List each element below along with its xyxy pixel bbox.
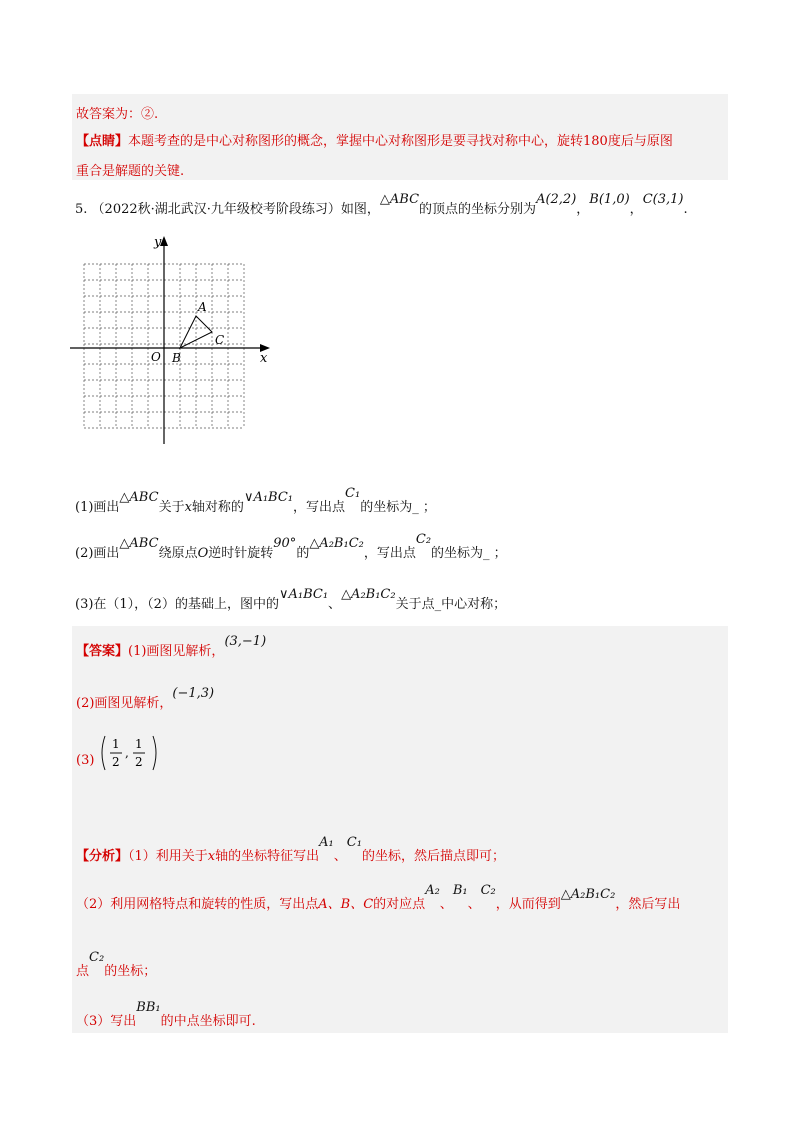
analysis4-segment: BB₁ [136, 1000, 161, 1015]
part1-x: x [184, 500, 192, 515]
analysis-line-2 [76, 883, 681, 912]
vertex-label-a: A [198, 300, 207, 314]
question-number: 5. [75, 202, 88, 217]
analysis1-c: 的坐标，然后描点即可； [361, 849, 505, 864]
fraction-2-denominator: 2 [134, 755, 143, 769]
vertex-label-c: C [215, 333, 225, 347]
part3-text-c: 关于点_中心对称； [395, 597, 507, 612]
answer-1-value: (3,−1) [224, 634, 267, 649]
part2-text-b: 绕原点 [158, 546, 198, 561]
axis-label-y: y [154, 235, 162, 250]
analysis2-point3: C₂ [480, 883, 496, 898]
analysis1-x: x [207, 849, 216, 864]
answer-1-text: (1)画图见解析， [128, 644, 225, 659]
part2-text-e: ，写出点 [363, 546, 416, 561]
part2-origin: O [197, 546, 209, 561]
part2-point: C₂ [415, 532, 432, 547]
question-mid-text: 的顶点的坐标分别为 [419, 202, 537, 217]
analysis2-sep2: 、 [467, 897, 481, 912]
fraction-1-numerator: 1 [111, 737, 120, 751]
analysis1-point1: A₁ [319, 835, 334, 850]
analysis1-b: 轴的坐标特征写出 [215, 849, 320, 864]
part3-triangle2: △A₂B₁C₂ [341, 587, 396, 602]
analysis2-point1: A₂ [425, 883, 440, 898]
analysis-tag: 【分析】 [76, 849, 129, 864]
separator: ， [576, 202, 590, 217]
point-b-coord: B(1,0) [589, 192, 630, 207]
separator: ， [629, 202, 643, 217]
analysis2-b: 的对应点 [373, 897, 426, 912]
part2-triangle: △ABC [119, 536, 159, 551]
part3-sep: 、 [328, 597, 342, 612]
point-c-coord: C(3,1) [642, 192, 684, 207]
part3-text-a: (3)在（1），（2）的基础上，图中的 [75, 597, 279, 612]
part1-triangle2: ∨A₁BC₁ [243, 490, 294, 505]
origin-label: O [151, 350, 161, 364]
coordinate-figure [70, 232, 280, 447]
analysis3-point: C₂ [89, 950, 105, 965]
analysis4-a: （3）写出 [76, 1014, 137, 1029]
part2-degree: 90° [273, 536, 297, 551]
fraction-1-denominator: 2 [111, 755, 120, 769]
part3-triangle1: ∨A₁BC₁ [278, 587, 329, 602]
answer-line-2 [76, 686, 215, 711]
analysis2-triangle: △A₂B₁C₂ [560, 887, 616, 902]
analysis2-points: A、B、C [318, 897, 374, 912]
analysis4-b: 的中点坐标即可. [160, 1014, 256, 1029]
question-line [75, 192, 688, 217]
analysis2-a: （2）利用网格特点和旋转的性质，写出点 [76, 897, 319, 912]
analysis2-d: ，然后写出 [615, 897, 681, 912]
part2-triangle2: △A₂B₁C₂ [309, 536, 364, 551]
answer-tag: 【答案】 [76, 644, 129, 659]
analysis-line-1 [76, 835, 505, 864]
point-a-coord: A(2,2) [536, 192, 577, 207]
fraction-2-numerator: 1 [134, 737, 143, 751]
analysis1-sep: 、 [333, 849, 347, 864]
answer-2-text: (2)画图见解析， [76, 696, 173, 711]
part1-text-a: (1)画出 [75, 500, 120, 515]
question-end: . [683, 202, 688, 217]
comment-line-2: 重合是解题的关键. [76, 164, 185, 179]
analysis3-b: 的坐标； [104, 964, 157, 979]
part-2 [75, 532, 507, 561]
svg-text:,: , [124, 746, 129, 760]
part1-text-c: 轴对称的 [191, 500, 244, 515]
answer-line-3 [76, 733, 159, 773]
analysis1-point2: C₁ [346, 835, 362, 850]
answer-3-value [99, 733, 159, 773]
analysis3-a: 点 [76, 964, 90, 979]
part1-triangle: △ABC [119, 490, 159, 505]
answer-block [72, 626, 728, 1033]
analysis-line-4 [76, 1000, 256, 1029]
comment-tag: 【点睛】 [76, 134, 129, 149]
axis-label-x: x [260, 351, 268, 366]
analysis-line-3 [76, 950, 157, 979]
part2-text-f: 的坐标为_ ； [431, 546, 507, 561]
part1-text-b: 关于 [158, 500, 185, 515]
part2-text-a: (2)画出 [75, 546, 120, 561]
answer-3-text: (3) [76, 753, 95, 768]
part-1 [75, 486, 436, 515]
part1-text-d: ，写出点 [293, 500, 346, 515]
part-3 [75, 587, 507, 612]
comment-text-1: 本题考查的是中心对称图形的概念，掌握中心对称图形是要寻找对称中心，旋转180度后与原图 [128, 134, 673, 149]
question-source: （2022秋·湖北武汉·九年级校考阶段练习）如图， [91, 202, 380, 217]
analysis2-point2: B₁ [452, 883, 468, 898]
part2-text-c: 逆时针旋转 [208, 546, 274, 561]
previous-answer-line: 故答案为：②. [76, 107, 159, 122]
answer-2-value: (−1,3) [172, 686, 215, 701]
part1-text-e: 的坐标为_ ； [360, 500, 436, 515]
answer-line-1 [76, 634, 267, 659]
part2-text-d: 的 [296, 546, 310, 561]
analysis2-c: ，从而得到 [495, 897, 561, 912]
comment-line-1 [76, 130, 673, 149]
part1-point: C₁ [345, 486, 361, 501]
analysis1-a: （1）利用关于 [128, 849, 208, 864]
triangle-abc: △ABC [379, 192, 420, 207]
vertex-label-b: B [172, 351, 181, 365]
analysis2-sep1: 、 [439, 897, 453, 912]
